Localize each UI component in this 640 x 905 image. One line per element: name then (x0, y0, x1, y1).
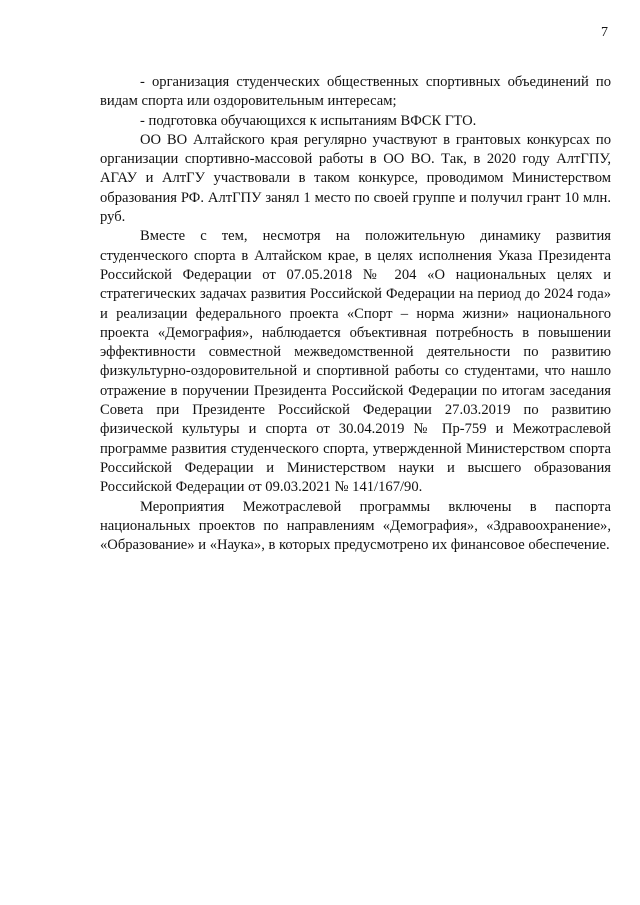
document-body (100, 73, 611, 555)
paragraph-grant-contests: ОО ВО Алтайского края регулярно участвуют в грантовых конкурсах по организации спортивно-массовой работы в ОО ВО. Так, в 2020 году АлтГПУ, АГАУ и АлтГУ участвовали в таком конкурсе, проводимом Министерством образования РФ. АлтГПУ занял 1 место по своей группе и получил грант 10 млн. руб. (100, 131, 611, 226)
paragraph-presidential-decree: Вместе с тем, несмотря на положительную динамику развития студенческого спорта в Алтайском крае, в целях исполнения Указа Президента Российской Федерации от 07.05.2018 № 204 «О национальных целях и стратегических задачах развития Российской Федерации на период до 2024 года» и реализации федерального проекта «Спорт – норма жизни» национального проекта «Демография», наблюдается объективная потребность в повышении эффективности совместной межведомственной деятельности по развитию физкультурно-оздоровительной и спортивной работы со студентами, что нашло отражение в поручении Президента Российской Федерации по итогам заседания Совета при Президенте Российской Федерации 27.03.2019 по развитию физической культуры и спорта от 30.04.2019 № Пр-759 и Межотраслевой программе развития студенческого спорта, утвержденной Министерством спорта Российской Федерации и Министерством науки и высшего образования Российской Федерации от 09.03.2021 № 141/167/90. (100, 228, 611, 496)
paragraph-gto-preparation: - подготовка обучающихся к испытаниям ВФСК ГТО. (140, 112, 477, 129)
paragraph-national-projects: Мероприятия Межотраслевой программы включены в паспорта национальных проектов по направлениям «Демография», «Здравоохранение», «Образование» и «Наука», в которых предусмотрено их финансовое обеспечение. (100, 498, 611, 554)
paragraph-sport-associations: - организация студенческих общественных спортивных объединений по видам спорта или оздоровительным интересам; (100, 74, 611, 110)
page-number: 7 (601, 25, 608, 40)
